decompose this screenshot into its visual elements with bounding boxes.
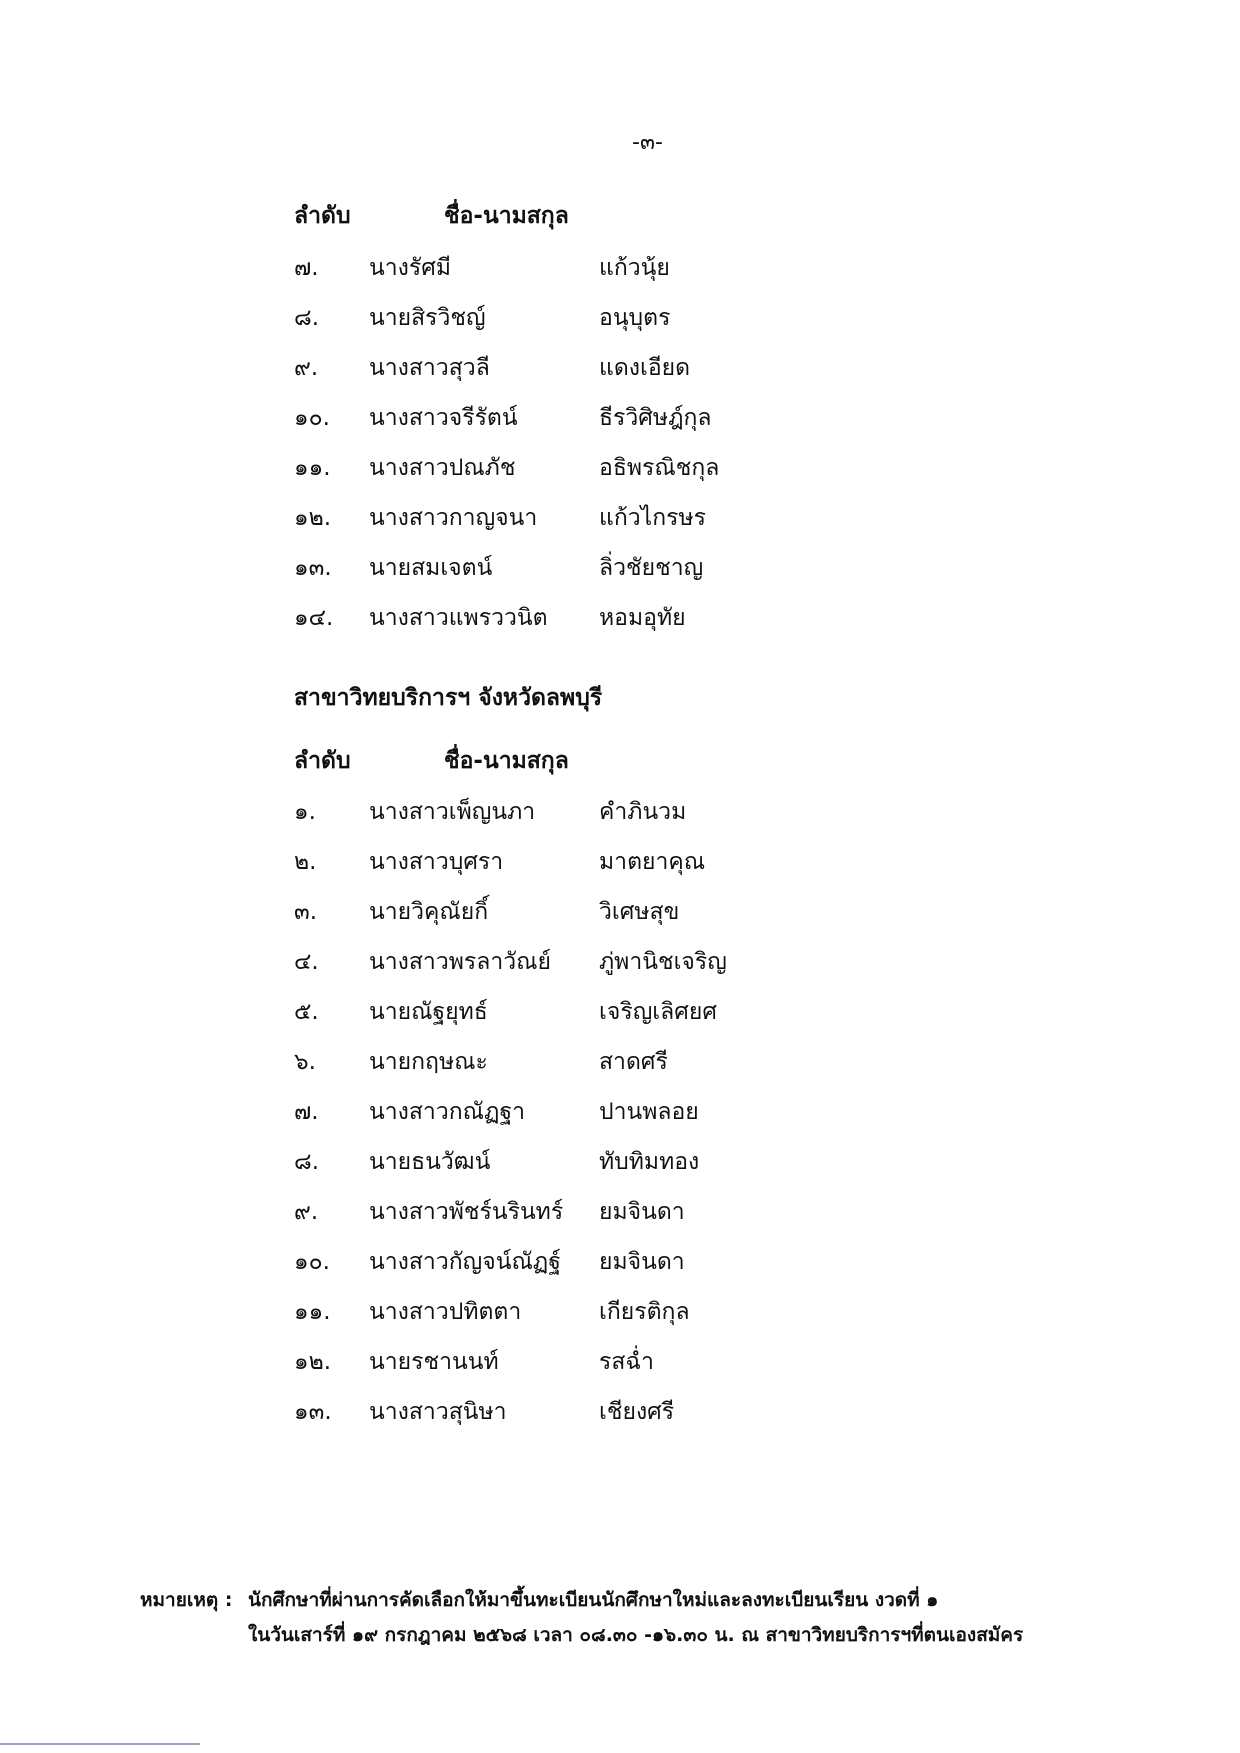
item-first-name: นายธนวัฒน์ [369, 1149, 491, 1175]
item-last-name: ยมจินดา [599, 1249, 685, 1275]
item-last-name: หอมอุทัย [599, 605, 686, 631]
item-number: ๔. [294, 949, 319, 975]
item-number: ๙. [294, 355, 319, 381]
item-first-name: นางสาวปทิตตา [369, 1299, 522, 1325]
page-number: -๓- [632, 130, 663, 155]
item-last-name: แดงเอียด [599, 355, 691, 381]
item-last-name: ภู่พานิชเจริญ [599, 949, 727, 975]
item-number: ๑๑. [294, 1299, 331, 1325]
item-number: ๘. [294, 305, 320, 331]
item-last-name: ธีรวิศิษฎ์กุล [599, 405, 712, 431]
bottom-scan-line [0, 1743, 200, 1745]
item-last-name: อนุบุตร [599, 305, 671, 331]
item-number: ๕. [294, 999, 319, 1025]
item-last-name: ปานพลอย [599, 1099, 699, 1125]
item-first-name: นางสาวพัชร์นรินทร์ [369, 1199, 564, 1225]
item-first-name: นางสาวสุนิษา [369, 1399, 507, 1425]
item-number: ๒. [294, 849, 317, 875]
item-last-name: เกียรติกุล [599, 1299, 690, 1325]
item-first-name: นางสาวพรลาวัณย์ [369, 949, 551, 975]
item-first-name: นางสาวกัญจน์ณัฏฐ์ [369, 1249, 561, 1275]
item-last-name: ยมจินดา [599, 1199, 685, 1225]
item-number: ๗. [294, 1099, 319, 1125]
item-number: ๑๓. [294, 1399, 332, 1425]
item-number: ๘. [294, 1149, 320, 1175]
item-number: ๓. [294, 899, 318, 925]
item-first-name: นางสาวบุศรา [369, 849, 504, 875]
item-number: ๑๒. [294, 505, 332, 531]
item-last-name: เชียงศรี [599, 1399, 675, 1425]
item-last-name: เจริญเลิศยศ [599, 999, 717, 1025]
item-first-name: นายสมเจตน์ [369, 555, 493, 581]
item-first-name: นายรชานนท์ [369, 1349, 499, 1375]
item-last-name: ลิ่วชัยชาญ [599, 555, 704, 581]
item-first-name: นางสาวเพ็ญนภา [369, 799, 536, 825]
header-order: ลำดับ [294, 203, 351, 229]
item-number: ๑๔. [294, 605, 334, 631]
item-last-name: ทับทิมทอง [599, 1149, 700, 1175]
item-first-name: นายกฤษณะ [369, 1049, 488, 1075]
section-title: สาขาวิทยบริการฯ จังหวัดลพบุรี [294, 685, 603, 711]
header-name: ชื่อ-นามสกุล [444, 748, 569, 774]
item-last-name: มาตยาคุณ [599, 849, 706, 875]
header-order: ลำดับ [294, 748, 351, 774]
item-number: ๑๑. [294, 455, 331, 481]
item-number: ๗. [294, 255, 319, 281]
item-first-name: นางรัศมี [369, 255, 451, 281]
note-text-2: ในวันเสาร์ที่ ๑๙ กรกฎาคม ๒๕๖๘ เวลา ๐๘.๓๐ -๑๖.๓๐ น. ณ สาขาวิทยบริการฯที่ตนเองสมัคร [248, 1624, 1024, 1646]
note-label: หมายเหตุ : [140, 1589, 233, 1611]
item-last-name: คำภินวม [599, 799, 687, 825]
item-last-name: รสฉ่ำ [599, 1349, 654, 1375]
item-number: ๑๒. [294, 1349, 332, 1375]
item-number: ๑. [294, 799, 316, 825]
item-last-name: แก้วนุ้ย [599, 255, 670, 281]
item-first-name: นายสิรวิชญ์ [369, 305, 486, 331]
item-first-name: นางสาวปณภัช [369, 455, 516, 481]
item-first-name: นางสาวแพรววนิต [369, 605, 548, 631]
item-number: ๙. [294, 1199, 319, 1225]
item-last-name: แก้วไกรษร [599, 505, 707, 531]
item-first-name: นางสาวสุวลี [369, 355, 490, 381]
item-first-name: นางสาวจรีรัตน์ [369, 405, 518, 431]
item-last-name: สาดศรี [599, 1049, 668, 1075]
item-first-name: นายณัฐยุทธ์ [369, 999, 488, 1025]
item-number: ๑๓. [294, 555, 332, 581]
item-last-name: อธิพรณิชกุล [599, 455, 720, 481]
item-number: ๖. [294, 1049, 316, 1075]
item-first-name: นางสาวกณัฏฐา [369, 1099, 526, 1125]
item-first-name: นายวิคุณัยกิ์ [369, 899, 489, 925]
item-number: ๑๐. [294, 1249, 330, 1275]
note-text-1: นักศึกษาที่ผ่านการคัดเลือกให้มาขึ้นทะเบียนนักศึกษาใหม่และลงทะเบียนเรียน งวดที่ ๑ [248, 1589, 939, 1611]
item-number: ๑๐. [294, 405, 330, 431]
item-last-name: วิเศษสุข [599, 899, 680, 925]
item-first-name: นางสาวกาญจนา [369, 505, 538, 531]
header-name: ชื่อ-นามสกุล [444, 203, 569, 229]
